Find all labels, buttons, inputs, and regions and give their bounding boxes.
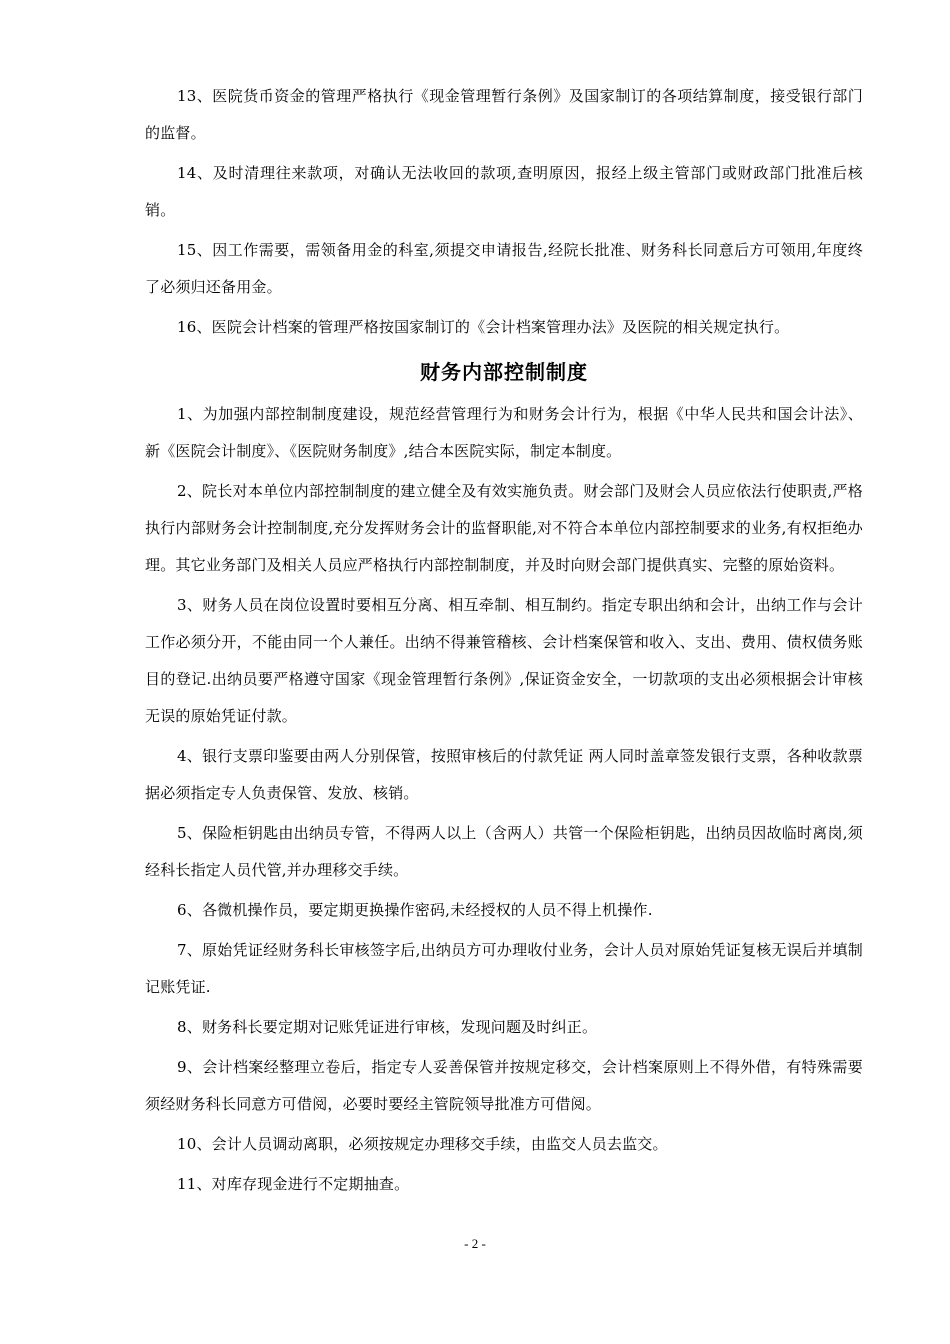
section-paragraph-6: 6、各微机操作员，要定期更换操作密码,未经授权的人员不得上机操作. (177, 901, 653, 919)
page-number: - 2 - (464, 1236, 486, 1251)
section-heading: 财务内部控制制度 (420, 360, 588, 384)
section-paragraph-11: 11、对库存现金进行不定期抽查。 (177, 1175, 410, 1193)
section-paragraph-4: 4、银行支票印鉴要由两人分别保管，按照审核后的付款凭证 两人同时盖章签发银行支票，各种收款票据必须指定专人负责保管、发放、核销。 (145, 747, 863, 802)
paragraph-16: 16、医院会计档案的管理严格按国家制订的《会计档案管理办法》及医院的相关规定执行。 (177, 318, 790, 336)
section-paragraph-9: 9、会计档案经整理立卷后，指定专人妥善保管并按规定移交，会计档案原则上不得外借，有特殊需要须经财务科长同意方可借阅，必要时要经主管院领导批准方可借阅。 (145, 1058, 863, 1113)
section-paragraph-2: 2、院长对本单位内部控制制度的建立健全及有效实施负责。财会部门及财会人员应依法行使职责,严格执行内部财务会计控制制度,充分发挥财务会计的监督职能,对不符合本单位内部控制要求的业务,有权拒绝办理。其它业务部门及相关人员应严格执行内部控制制度，并及时向财会部门提供真实、完整的原始资料。 (145, 482, 863, 574)
section-paragraph-8: 8、财务科长要定期对记账凭证进行审核，发现问题及时纠正。 (177, 1018, 598, 1036)
section-paragraph-10: 10、会计人员调动离职，必须按规定办理移交手续，由监交人员去监交。 (177, 1135, 668, 1153)
paragraph-14: 14、及时清理往来款项，对确认无法收回的款项,查明原因，报经上级主管部门或财政部门批准后核销。 (145, 164, 863, 219)
document-page (145, 78, 863, 1206)
section-paragraph-5: 5、保险柜钥匙由出纳员专管，不得两人以上（含两人）共管一个保险柜钥匙，出纳员因故临时离岗,须经科长指定人员代管,并办理移交手续。 (145, 824, 863, 879)
paragraph-13: 13、医院货币资金的管理严格执行《现金管理暂行条例》及国家制订的各项结算制度，接受银行部门的监督。 (145, 87, 863, 142)
section-paragraph-7: 7、原始凭证经财务科长审核签字后,出纳员方可办理收付业务，会计人员对原始凭证复核无误后并填制记账凭证. (145, 941, 863, 996)
section-paragraph-3: 3、财务人员在岗位设置时要相互分离、相互牵制、相互制约。指定专职出纳和会计，出纳工作与会计工作必须分开，不能由同一个人兼任。出纳不得兼管稽核、会计档案保管和收入、支出、费用、债权债务账目的登记.出纳员要严格遵守国家《现金管理暂行条例》,保证资金安全，一切款项的支出必须根据会计审核无误的原始凭证付款。 (145, 596, 863, 725)
paragraph-15: 15、因工作需要，需领备用金的科室,须提交申请报告,经院长批准、财务科长同意后方可领用,年度终了必须归还备用金。 (145, 241, 863, 296)
section-paragraph-1: 1、为加强内部控制制度建设，规范经营管理行为和财务会计行为，根据《中华人民共和国会计法》、新《医院会计制度》、《医院财务制度》,结合本医院实际，制定本制度。 (145, 405, 863, 460)
